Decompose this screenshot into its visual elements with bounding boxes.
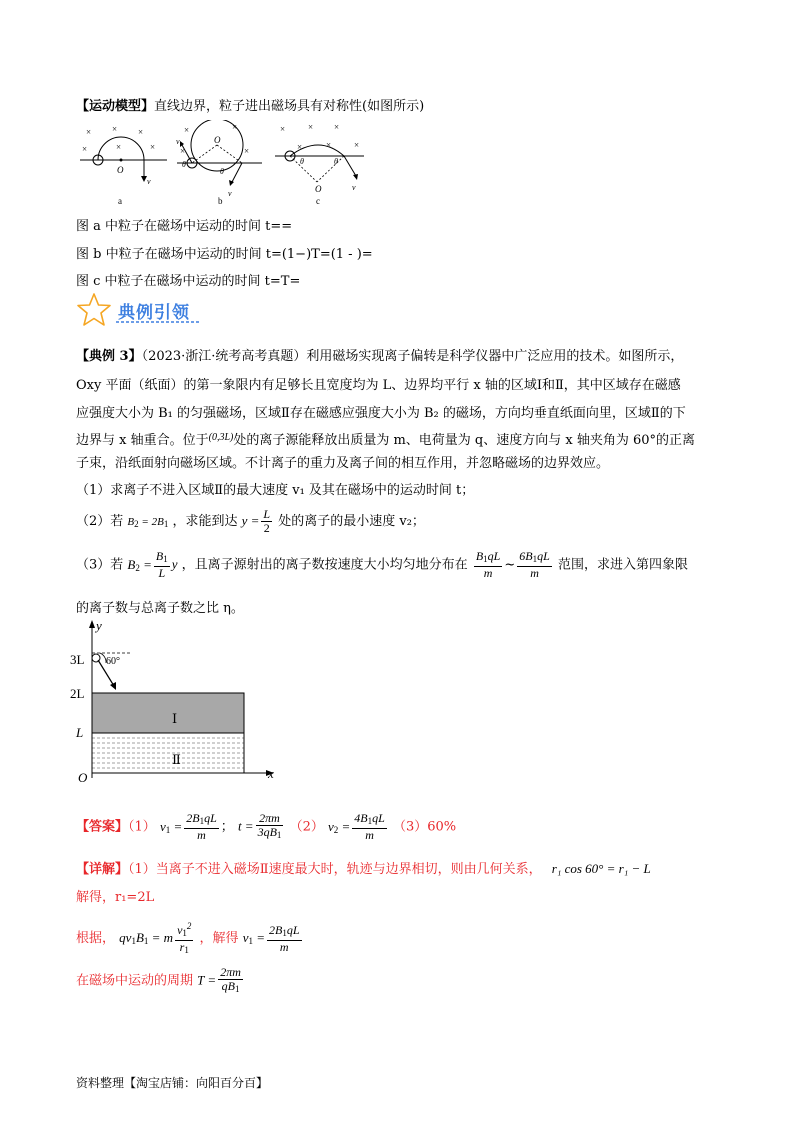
diagram-b [176,120,262,206]
example-line-1 [76,345,683,364]
svg-text:θ: θ [220,167,224,176]
svg-text:×: × [138,127,144,137]
answer-part-1: （1） [128,819,156,835]
svg-text:×: × [280,124,286,134]
answer-line [76,812,456,842]
model-line-a: 图 a 中粒子在磁场中运动的时间 t== [76,219,293,234]
svg-text:v: v [176,137,180,146]
detail-text-3b: ，解得 [199,931,239,946]
detail-frac-v1: $\frac{2B_1qL}{m}$ [269,922,300,954]
svg-text:×: × [180,146,186,156]
answer-tag: 【答案】 [76,819,129,835]
answer-frac-t: $\frac{2\pi m}{3qB_1}$ [257,811,282,840]
region-2-label: Ⅱ [172,752,181,767]
q2-frac-l2: $\frac{L}{2}$ [263,507,271,535]
svg-text:×: × [112,124,118,134]
svg-text:×: × [82,144,88,154]
x-axis-label: x [268,766,274,781]
svg-text:×: × [326,140,332,150]
detail-line-4 [76,966,245,996]
detail-frac-v1r: $\frac{v_1^2}{r_1}$ [177,921,192,955]
q2-text-c: 处的离子的最小速度 v₂； [278,514,425,529]
svg-text:×: × [150,142,156,152]
region-2 [92,733,244,773]
svg-text:O: O [214,135,221,145]
q3-text-a: （3）若 [76,557,124,573]
q2-text-b: ，求能到达 [172,514,238,529]
question-3 [76,550,688,580]
svg-text:O: O [117,165,124,175]
region-1 [92,693,244,733]
question-2 [76,508,425,535]
example-text-4b: 处的离子源能释放出质量为 m、电荷量为 q、速度方向与 x 轴夹角为 60°的正离 [233,433,696,448]
detail-eq-force: $qv_1B_1 = m$ [119,930,174,946]
boundary-diagrams [72,120,372,212]
q3-tilde: ~ [504,557,516,573]
answer-part-2: （2） [289,819,324,835]
svg-text:×: × [334,122,340,132]
section-header [76,292,206,328]
svg-text:θ: θ [300,157,304,166]
detail-text-1: （1）当离子不进入磁场Ⅱ速度最大时，轨迹与边界相切，则由几何关系， [128,862,542,877]
section-title: 典例引领 [118,303,190,323]
label-c: c [316,196,320,206]
example-text-4a: 边界与 x 轴重合。位于 [76,433,209,448]
svg-text:θ: θ [182,160,186,169]
q3-frac-b1l: $\frac{B_1}{L}$ [155,549,168,580]
diagram-a [80,124,167,206]
answer-frac-v2: $\frac{4B_1qL}{m}$ [354,811,385,842]
origin-label: O [78,770,88,785]
model-tag: 【运动模型】 [76,99,155,114]
question-3-cont: 的离子数与总离子数之比 η。 [76,601,244,616]
detail-text-3a: 根据， [76,931,116,946]
q2-eq-y: y = [241,513,260,528]
answer-sep: ； [220,819,234,835]
detail-line-1 [76,858,651,877]
question-1: （1）求离子不进入区域Ⅱ的最大速度 v₁ 及其在磁场中的运动时间 t； [76,483,475,498]
diagram-c [275,122,364,206]
answer-t: t = [237,818,254,834]
detail-eq-v1: $v_1$ = [242,930,265,946]
svg-text:×: × [297,142,303,152]
model-heading [76,95,424,114]
answer-frac-v1: $\frac{2B_1qL}{m}$ [186,811,217,842]
q3-text-c: 范围，求进入第四象限 [557,557,688,573]
detail-eq-period: T = [197,972,217,988]
footer-text: 资料整理【淘宝店铺：向阳百分百】 [76,1076,269,1090]
label-a: a [118,196,122,206]
detail-eq-1: r₁ cos 60° = r₁ − L [551,861,651,876]
region-1-label: Ⅰ [172,711,178,726]
angle-label: 60° [106,656,120,667]
answer-part-3: （3）60% [392,819,457,835]
tick-l: L [76,725,84,740]
model-line-b: 图 b 中粒子在磁场中运动的时间 t=(1−)T=(1 - )= [76,247,373,262]
svg-text:θ: θ [334,157,338,166]
answer-v2: $v_2$ = [327,818,351,835]
star-icon [76,292,112,328]
source-point: (0,3L) [208,432,234,443]
y-axis-label: y [96,618,102,633]
tick-3l: 3L [70,652,85,667]
label-b: b [218,196,223,206]
svg-text:v: v [352,183,356,192]
svg-text:O: O [315,184,322,194]
q3-eq-b2: $B_2$ = [127,556,152,573]
example-line-3: 应强度大小为 B₁ 的匀强磁场，区域Ⅱ存在磁感应强度大小为 B₂ 的磁场，方向均垂直纸面向里，区域Ⅱ的下 [76,406,686,421]
detail-frac-period: $\frac{2\pi m}{qB_1}$ [220,965,241,994]
q3-text-b: ，且离子源射出的离子数按速度大小均匀地分布在 [181,557,468,573]
example-line-5: 子束，沿纸面射向磁场区域。不计离子的重力及离子间的相互作用，并忽略磁场的边界效应。 [76,456,610,471]
detail-line-2: 解得，r₁=2L [76,890,155,905]
svg-text:×: × [86,127,92,137]
example-text-1: （2023·浙江·统考高考真题）利用磁场实现离子偏转是科学仪器中广泛应用的技术。如图所示， [141,349,684,364]
svg-text:v: v [147,177,151,186]
q3-frac-low: $\frac{B_1qL}{m}$ [475,549,501,580]
svg-text:×: × [244,146,250,156]
svg-text:×: × [354,140,360,150]
tick-2l: 2L [70,686,85,701]
model-text: 直线边界，粒子进出磁场具有对称性(如图所示) [154,99,425,114]
detail-line-3 [76,920,304,957]
svg-text:×: × [232,122,238,132]
title-underline [116,320,200,324]
detail-text-4: 在磁场中运动的周期 [76,973,194,989]
answer-v1: $v_1$ = [159,818,183,835]
svg-text:v: v [228,189,232,198]
svg-text:×: × [308,122,314,132]
svg-text:×: × [184,125,190,135]
q2-eq-b2: $B_2 = 2B_1$ [127,516,169,529]
example-line-2: Oxy 平面（纸面）的第一象限内有足够长且宽度均为 L、边界均平行 x 轴的区域Ⅰ和Ⅱ，其中区域存在磁感 [76,378,681,393]
model-line-c: 图 c 中粒子在磁场中运动的时间 t=T= [76,274,301,289]
q3-eq-y: y [171,556,178,572]
field-figure [70,618,290,788]
svg-text:×: × [116,142,122,152]
q2-text-a: （2）若 [76,514,124,529]
example-tag: 【典例 3】 [76,349,142,364]
q3-frac-high: $\frac{6B_1qL}{m}$ [519,549,550,580]
example-line-4 [76,429,695,448]
detail-tag: 【详解】 [76,862,129,877]
